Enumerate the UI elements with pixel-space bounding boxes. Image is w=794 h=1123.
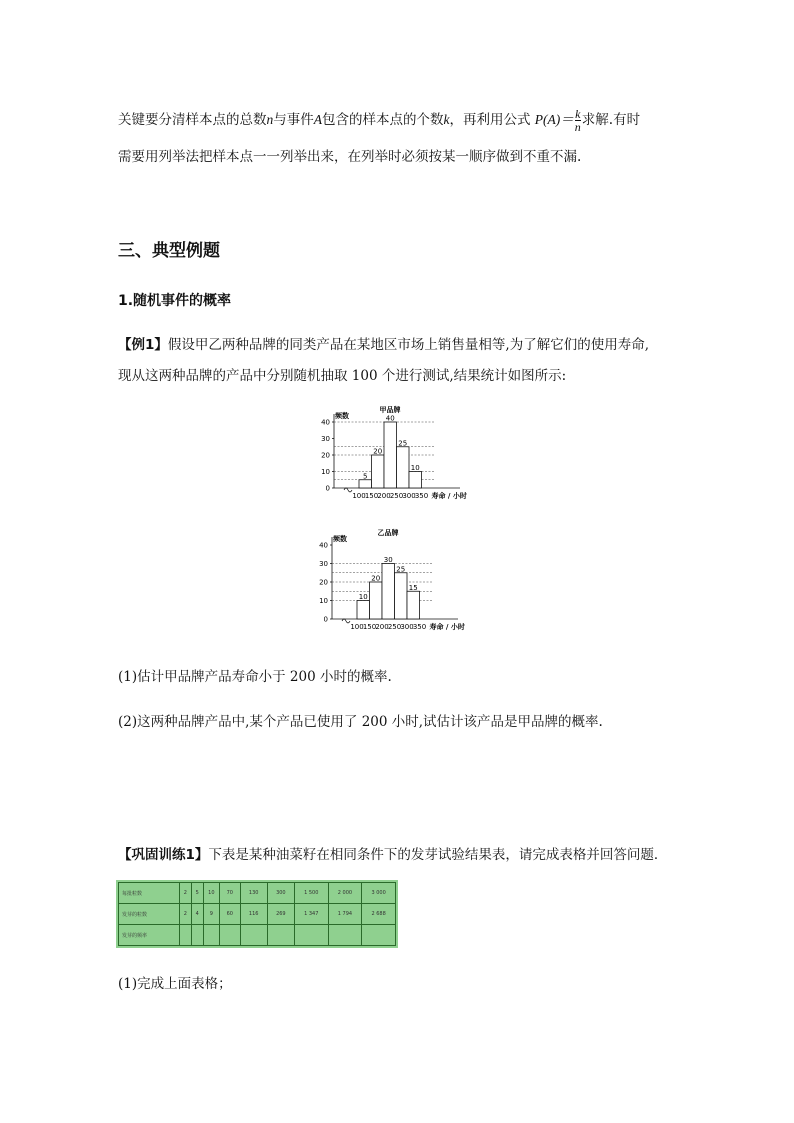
bar-value-label: 5 [363, 472, 368, 481]
x-tick-label: 350 [414, 492, 429, 500]
y-tick-label: 40 [319, 541, 328, 550]
intro-line-2: 需要用列举法把样本点一一列举出来，在列举时必须按某一顺序做到不重不漏. [118, 149, 582, 165]
x-axis-label: 寿命 / 小时 [431, 492, 467, 500]
table-cell: 1 794 [328, 904, 362, 925]
table-cell: 10 [203, 883, 219, 904]
bar-value-label: 20 [371, 574, 381, 583]
x-tick-label: 150 [364, 492, 379, 500]
y-tick-label: 0 [325, 484, 330, 493]
formula: P(A)＝ [534, 112, 574, 127]
table-cell [362, 925, 396, 946]
table-cell: 269 [267, 904, 294, 925]
table-cell [191, 925, 203, 946]
histogram-bar [382, 564, 395, 620]
x-tick-label: 200 [375, 623, 389, 631]
x-tick-label: 300 [400, 623, 414, 631]
chart-title: 甲品牌 [379, 406, 401, 414]
example-tag: 【例1】 [118, 337, 168, 353]
bar-value-label: 10 [410, 464, 420, 472]
table-cell [179, 925, 191, 946]
question-2: (2)这两种品牌产品中,某个产品已使用了 200 小时,试估计该产品是甲品牌的概率. [118, 714, 603, 730]
table-cell: 300 [267, 883, 294, 904]
histogram-bar [372, 455, 385, 488]
table-cell: 3 000 [362, 883, 396, 904]
table-cell: 1 347 [294, 904, 328, 925]
subsection-title: 1.随机事件的概率 [118, 293, 232, 309]
histogram-bar [409, 472, 422, 489]
question-1: (1)估计甲品牌产品寿命小于 200 小时的概率. [118, 669, 392, 685]
table-cell [240, 925, 267, 946]
y-tick-label: 20 [319, 578, 328, 587]
x-tick-label: 100 [350, 623, 364, 631]
y-axis-label: 频数 [333, 535, 347, 543]
table-cell: 2 688 [362, 904, 396, 925]
table-cell [219, 925, 240, 946]
table-cell: 5 [191, 883, 203, 904]
axis-break [342, 619, 350, 623]
table-cell: 9 [203, 904, 219, 925]
histogram-bar [359, 480, 372, 488]
bar-value-label: 20 [373, 447, 383, 456]
y-tick-label: 20 [321, 451, 330, 460]
x-tick-label: 100 [352, 492, 366, 500]
y-tick-label: 30 [319, 560, 328, 568]
y-tick-label: 10 [321, 468, 330, 476]
y-tick-label: 0 [323, 615, 328, 624]
histogram-jia [310, 402, 500, 504]
x-axis-label: 寿命 / 小时 [429, 623, 465, 631]
formula-fraction: $\frac{k}{n}$ [574, 107, 581, 134]
section-title: 三、典型例题 [118, 241, 220, 261]
practice-tag: 【巩固训练1】 [118, 847, 209, 863]
histogram-bar [395, 573, 408, 619]
histogram-bar [384, 422, 397, 488]
table-cell: 116 [240, 904, 267, 925]
histogram-bar [357, 601, 370, 620]
table-row [119, 883, 396, 904]
chart-title: 乙品牌 [377, 529, 399, 537]
histogram-bar [370, 582, 383, 619]
table-cell: 2 [179, 883, 191, 904]
example-line-1: 【例1】假设甲乙两种品牌的同类产品在某地区市场上销售量相等,为了解它们的使用寿命, [118, 337, 649, 353]
table-cell: 2 [179, 904, 191, 925]
histogram-bar [397, 447, 410, 488]
y-tick-label: 30 [321, 435, 330, 443]
y-tick-label: 10 [319, 597, 328, 605]
table-cell [294, 925, 328, 946]
table-row-header: 发芽的频率 [119, 925, 180, 946]
bar-value-label: 10 [358, 593, 368, 601]
table-cell [203, 925, 219, 946]
bar-value-label: 25 [398, 439, 408, 448]
axis-break [344, 488, 352, 492]
histogram-yi [308, 525, 498, 635]
x-tick-label: 200 [377, 492, 391, 500]
table-cell [328, 925, 362, 946]
table-cell: 60 [219, 904, 240, 925]
table-row [119, 904, 396, 925]
bar-value-label: 15 [408, 583, 418, 592]
x-tick-label: 250 [387, 623, 402, 631]
germination-table [116, 880, 398, 948]
y-tick-label: 40 [321, 418, 330, 427]
practice-question-1: (1)完成上面表格； [118, 976, 232, 992]
table-row [119, 925, 396, 946]
table-cell: 130 [240, 883, 267, 904]
table-cell: 4 [191, 904, 203, 925]
table-cell: 70 [219, 883, 240, 904]
bar-value-label: 40 [385, 414, 395, 423]
table-cell: 1 500 [294, 883, 328, 904]
table-cell: 2 000 [328, 883, 362, 904]
bar-value-label: 25 [396, 565, 406, 574]
table-row-header: 每批粒数 [119, 883, 180, 904]
y-axis-label: 频数 [335, 412, 349, 420]
histogram-bar [407, 591, 420, 619]
example-line-2: 现从这两种品牌的产品中分别随机抽取 100 个进行测试,结果统计如图所示: [118, 368, 567, 384]
table-row-header: 发芽的粒数 [119, 904, 180, 925]
x-tick-label: 150 [362, 623, 377, 631]
x-tick-label: 250 [389, 492, 404, 500]
table-cell [267, 925, 294, 946]
x-tick-label: 300 [402, 492, 416, 500]
intro-line-1: 关键要分清样本点的总数n与事件A包含的样本点的个数k，再利用公式 P(A)＝ $\frac{k}{n}$ 求解.有时 [118, 107, 641, 134]
bar-value-label: 30 [383, 556, 393, 564]
x-tick-label: 350 [412, 623, 427, 631]
practice-line: 【巩固训练1】下表是某种油菜籽在相同条件下的发芽试验结果表，请完成表格并回答问题． [118, 847, 668, 863]
